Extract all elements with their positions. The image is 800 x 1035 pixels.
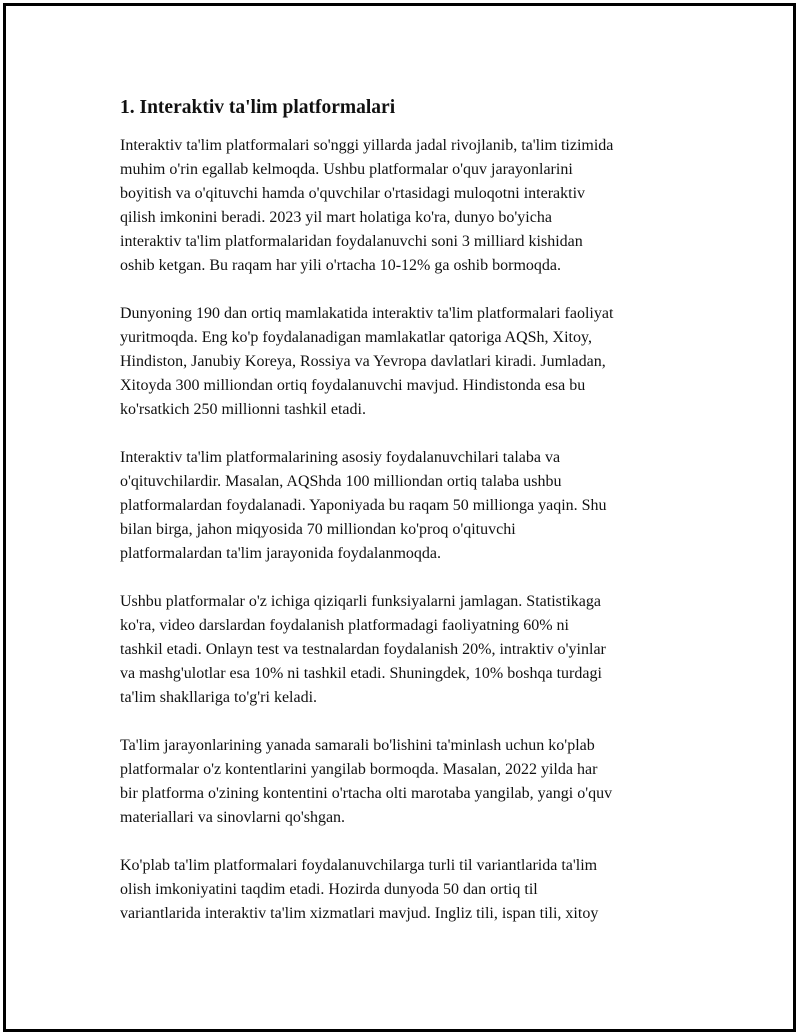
paragraph-4: Ushbu platformalar o'z ichiga qiziqarli funksiyalarni jamlagan. Statistikaga ko'ra, video darslardan foydalanish platformadagi faoliyatning 60% ni tashkil etadi. Onlayn test va testnalardan foydalanish 20%, intraktiv o'yinlar va mashg'ulotlar esa 10% ni tashkil etadi. Shuningdek, 10% boshqa turdagi ta'lim shakllariga to'g'ri keladi.	[120, 593, 606, 706]
paragraph-6: Ko'plab ta'lim platformalari foydalanuvchilarga turli til variantlarida ta'lim olish imkoniyatini taqdim etadi. Hozirda dunyoda 50 dan ortiq til variantlarida interaktiv ta'lim xizmatlari mavjud. Ingliz tili, ispan tili, xitoy	[120, 857, 599, 922]
page-frame	[3, 3, 796, 1032]
paragraph-2: Dunyoning 190 dan ortiq mamlakatida interaktiv ta'lim platformalari faoliyat yuritmoqda. Eng ko'p foydalanadigan mamlakatlar qatoriga AQSh, Xitoy, Hindiston, Janubiy Koreya, Rossiya va Yevropa davlatlari kiradi. Jumladan, Xitoyda 300 milliondan ortiq foydalanuvchi mavjud. Hindistonda esa bu ko'rsatkich 250 millionni tashkil etadi.	[120, 305, 614, 418]
paragraph-1: Interaktiv ta'lim platformalari so'nggi yillarda jadal rivojlanib, ta'lim tizimida muhim o'rin egallab kelmoqda. Ushbu platformalar o'quv jarayonlarini boyitish va o'qituvchi hamda o'quvchilar o'rtasidagi muloqotni interaktiv qilish imkonini beradi. 2023 yil mart holatiga ko'ra, dunyo bo'yicha interaktiv ta'lim platformalaridan foydalanuvchi soni 3 milliard kishidan oshib ketgan. Bu raqam har yili o'rtacha 10-12% ga oshib bormoqda.	[120, 137, 614, 274]
document-body	[120, 96, 700, 950]
paragraph-5: Ta'lim jarayonlarining yanada samarali bo'lishini ta'minlash uchun ko'plab platformalar o'z kontentlarini yangilab bormoqda. Masalan, 2022 yilda har bir platforma o'zining kontentini o'rtacha olti marotaba yangilab, yangi o'quv materiallari va sinovlarni qo'shgan.	[120, 737, 613, 826]
section-heading: 1. Interaktiv ta'lim platformalari	[120, 97, 396, 118]
paragraph-3: Interaktiv ta'lim platformalarining asosiy foydalanuvchilari talaba va o'qituvchilardir. Masalan, AQShda 100 milliondan ortiq talaba ushbu platformalardan foydalanadi. Yaponiyada bu raqam 50 millionga yaqin. Shu bilan birga, jahon miqyosida 70 milliondan ko'proq o'qituvchi platformalardan ta'lim jarayonida foydalanmoqda.	[120, 449, 607, 562]
